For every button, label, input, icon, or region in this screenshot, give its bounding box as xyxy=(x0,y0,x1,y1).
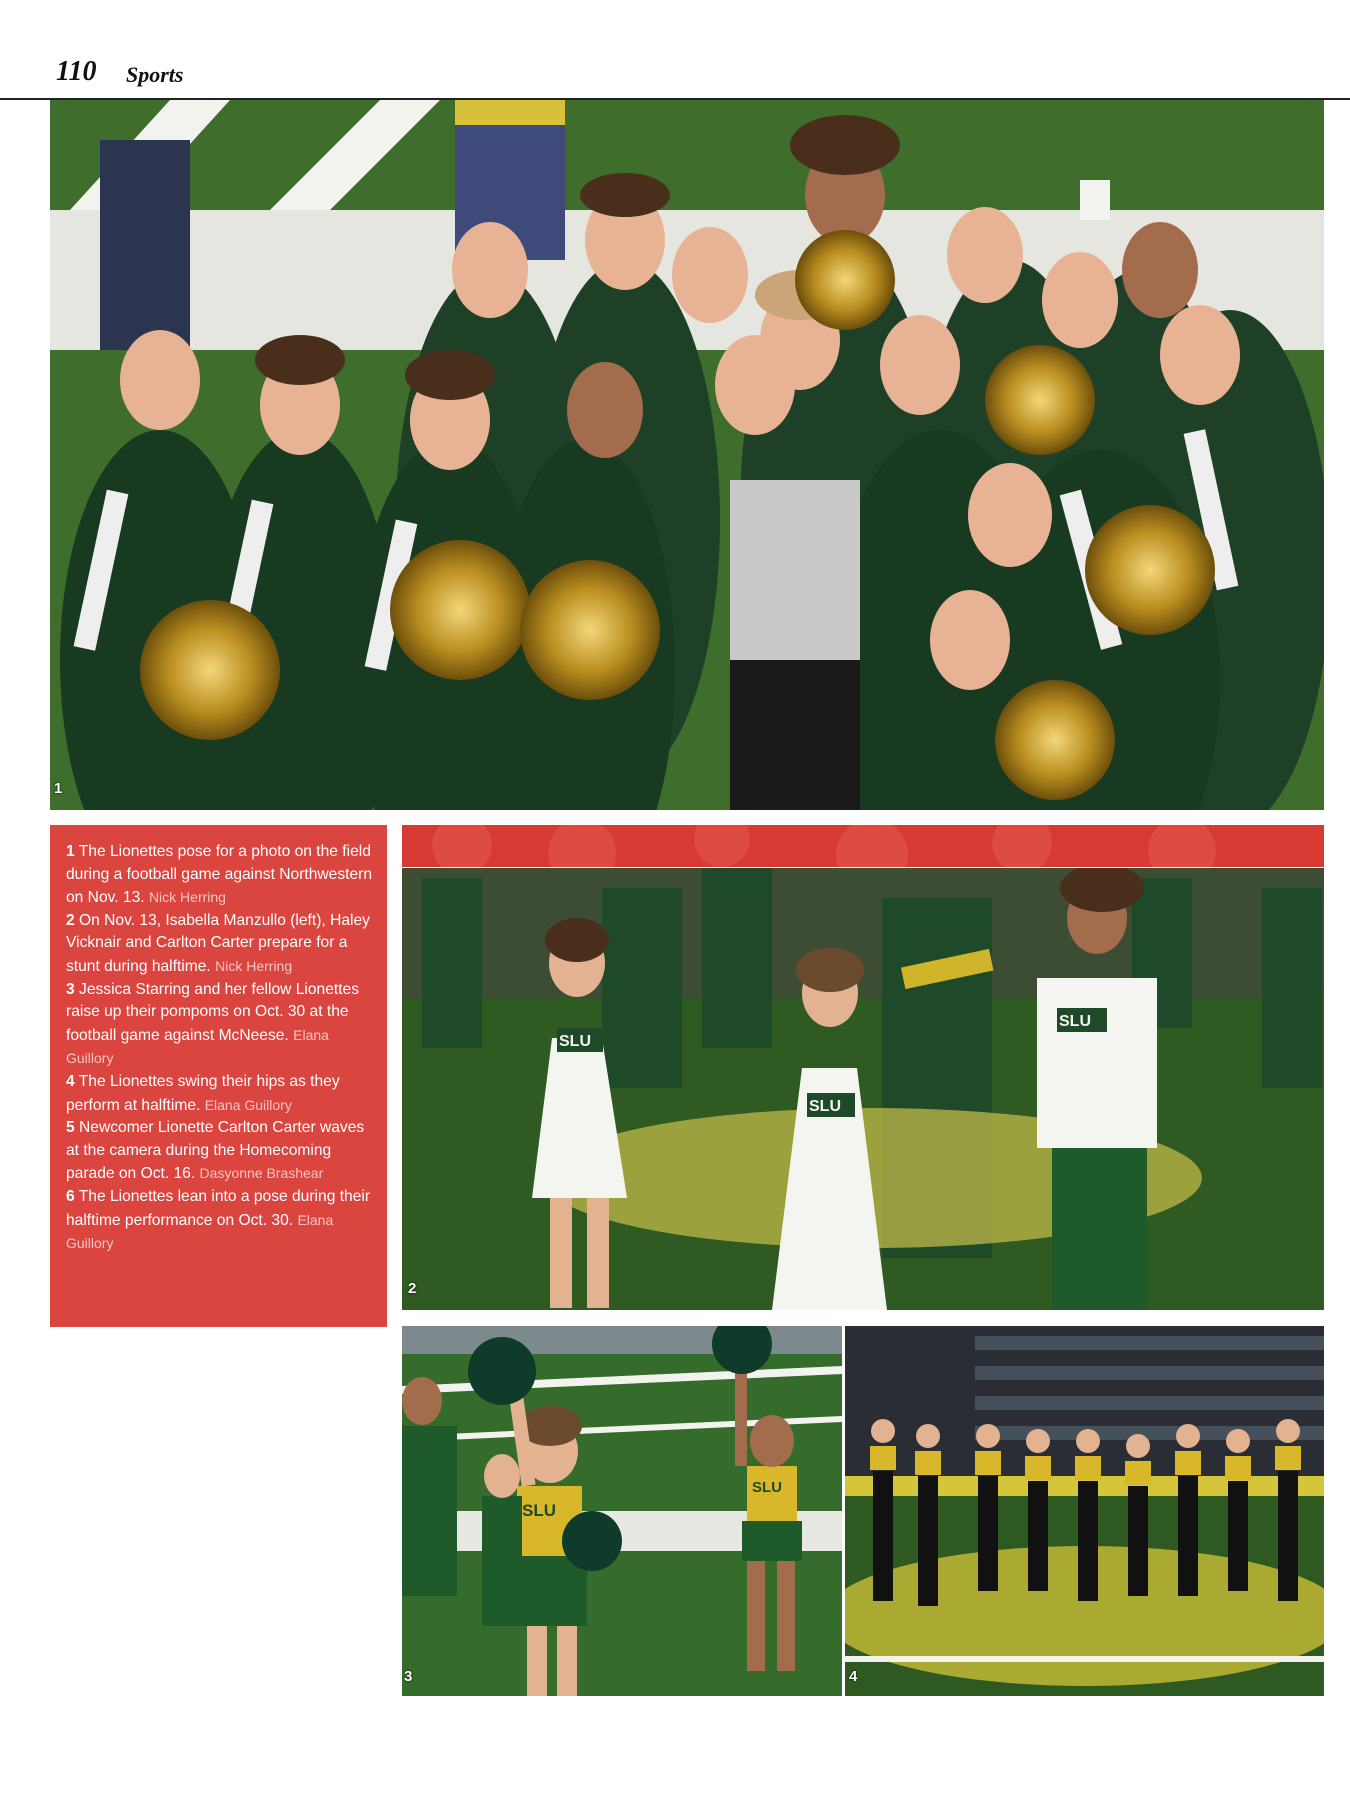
photo-credit: Nick Herring xyxy=(215,957,293,974)
uniform-logo: SLU xyxy=(559,1033,591,1050)
photo-number: 4 xyxy=(849,1668,858,1685)
section-title: Sports xyxy=(126,62,184,87)
photo-2-halftime-stunt xyxy=(402,868,1324,1310)
page-number: 110 xyxy=(56,56,97,87)
photo-credit: Elana Guillory xyxy=(66,1211,334,1252)
caption-3: 3 Jessica Starring and her fellow Lionettes raise up their pompoms on Oct. 30 at the football game against McNeese. Elana Guillory xyxy=(66,980,360,1067)
uniform-logo: SLU xyxy=(522,1501,556,1520)
decorative-red-band xyxy=(402,825,1324,867)
uniform-logo: SLU xyxy=(809,1098,841,1115)
photo-number: 2 xyxy=(408,1280,417,1297)
photo-1-group-pose xyxy=(50,100,1324,810)
photo-credit: Nick Herring xyxy=(148,889,226,906)
photo-credit: Elana Guillory xyxy=(66,1026,329,1067)
caption-box xyxy=(50,825,387,1327)
caption-5: 5 Newcomer Lionette Carlton Carter waves at the camera during the Homecoming parade on Oct. 16. Dasyonne Brashear xyxy=(66,1119,365,1183)
photo-credit: Dasyonne Brashear xyxy=(199,1165,324,1182)
photo-credit: Elana Guillory xyxy=(204,1096,292,1113)
uniform-logo: SLU xyxy=(752,1479,782,1496)
caption-4: 4 The Lionettes swing their hips as they perform at halftime. Elana Guillory xyxy=(66,1072,340,1114)
caption-1: 1 The Lionettes pose for a photo on the field during a football game against Northwestern on Nov. 13. Nick Herring xyxy=(66,843,372,907)
caption-6: 6 The Lionettes lean into a pose during their halftime performance on Oct. 30. Elana Guillory xyxy=(66,1187,371,1252)
photo-number: 3 xyxy=(404,1668,413,1685)
uniform-logo: SLU xyxy=(1059,1013,1091,1030)
page-header xyxy=(0,0,1350,100)
photo-4-halftime-line xyxy=(845,1326,1324,1696)
photo-number: 1 xyxy=(54,780,63,797)
photo-3-pompoms xyxy=(402,1326,842,1696)
caption-2: 2 On Nov. 13, Isabella Manzullo (left), Haley Vicknair and Carlton Carter prepare for a stunt during halftime. Nick Herring xyxy=(66,911,370,975)
